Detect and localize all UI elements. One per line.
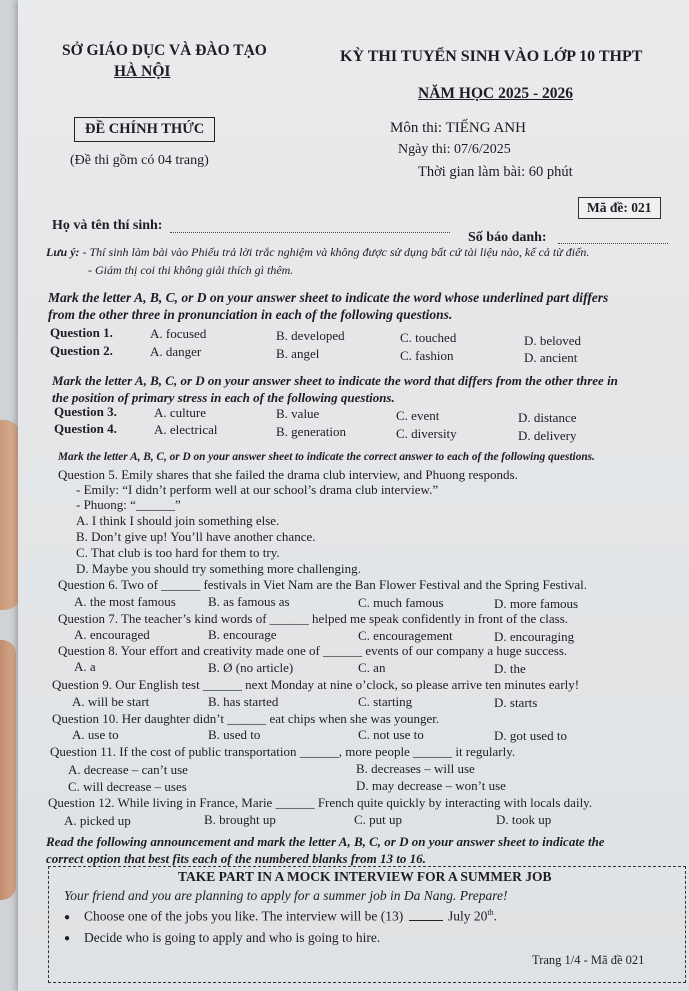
notes-line2: - Giám thị coi thi không giải thích gì thêm. [88,263,294,277]
q8-option-b: B. Ø (no article) [208,660,294,675]
q5-phuong: - Phuong: “______” [76,497,181,512]
q6-option-c: C. much famous [358,595,444,610]
duration: Thời gian làm bài: 60 phút [418,164,573,180]
q3-label: Question 3. [54,404,117,419]
q6-option-a: A. the most famous [74,594,176,609]
q1-option-b: B. developed [276,328,345,343]
section3-instruction: Mark the letter A, B, C, or D on your answer sheet to indicate the correct answer to each of the following questions. [58,451,595,463]
section4-instruction-2: correct option that best fits each of the numbered blanks from 13 to 16. [46,851,426,866]
q9-stem: Question 9. Our English test ______ next Monday at nine o’clock, so please arrive ten minutes early! [52,677,580,692]
section2-instruction-2: the position of primary stress in each of the following questions. [52,390,395,405]
finger-left-lower [0,640,16,900]
q4-option-d: D. delivery [518,428,577,443]
q11-stem: Question 11. If the cost of public transportation ______, more people ______ it regularly. [50,744,516,759]
announcement-bullet-2 [64,930,380,946]
bullet1-sup: th [487,908,494,917]
q9-option-b: B. has started [208,694,279,709]
q10-option-c: C. not use to [358,727,424,742]
q1-option-d: D. beloved [524,333,582,348]
q6-option-b: B. as famous as [208,594,290,609]
q2-label: Question 2. [50,343,113,358]
subject: Môn thi: TIẾNG ANH [390,120,526,136]
notes-line1 [46,245,589,260]
notes-label: Lưu ý: [46,245,80,259]
candidate-name-line [170,232,450,233]
q5-stem: Question 5. Emily shares that she failed the drama club interview, and Phuong responds. [58,467,518,482]
q12-option-b: B. brought up [204,812,276,827]
q3-option-c: C. event [396,408,440,423]
exam-date: Ngày thi: 07/6/2025 [398,142,511,157]
bullet1-period: . [493,908,497,924]
candidate-id-label: Số báo danh: [468,230,547,245]
q8-option-a: A. a [74,659,96,674]
q8-option-d: D. the [494,661,526,676]
q4-label: Question 4. [54,421,117,436]
q3-option-b: B. value [276,406,320,421]
q4-option-a: A. electrical [154,422,218,437]
dept-line1: SỞ GIÁO DỤC VÀ ĐÀO TẠO [62,42,267,59]
announcement-intro: Your friend and you are planning to apply for a summer job in Da Nang. Prepare! [64,888,508,903]
q7-option-c: C. encouragement [358,628,453,643]
bullet1-date: July 20 [448,908,488,924]
section1-instruction-1: Mark the letter A, B, C, or D on your answer sheet to indicate the word whose underlined part differs [48,290,609,305]
q8-stem: Question 8. Your effort and creativity made one of ______ events of our company a huge success. [58,643,568,658]
q1-option-a: A. focused [150,326,207,341]
notes-text1: - Thí sinh làm bài vào Phiếu trả lời trắc nghiệm và không được sử dụng bất cứ tài liệu nào, kể cả từ điển. [82,245,590,259]
q1-label: Question 1. [50,325,113,340]
q5-option-c: C. That club is too hard for them to try. [76,545,280,560]
bullet2-text: Decide who is going to apply and who is going to hire. [84,930,381,945]
q10-option-a: A. use to [72,727,119,742]
q7-option-b: B. encourage [208,627,277,642]
q12-stem: Question 12. While living in France, Marie ______ French quite quickly by interacting with locals daily. [48,795,593,810]
school-year: NĂM HỌC 2025 - 2026 [418,85,573,102]
q7-option-d: D. encouraging [494,629,575,644]
q10-option-d: D. got used to [494,728,567,743]
q11-option-d: D. may decrease – won’t use [356,778,506,793]
q4-option-b: B. generation [276,424,347,439]
page-count-note: (Đề thi gồm có 04 trang) [70,153,209,168]
q9-option-d: D. starts [494,695,538,710]
section1-instruction-2: from the other three in pronunciation in each of the following questions. [48,307,453,322]
q10-option-b: B. used to [208,727,261,742]
q3-option-d: D. distance [518,410,577,425]
q5-option-d: D. Maybe you should try something more challenging. [76,561,361,576]
exam-title: KỲ THI TUYỂN SINH VÀO LỚP 10 THPT [340,48,643,65]
q9-option-a: A. will be start [72,694,150,709]
dept-line2: HÀ NỘI [114,63,171,80]
q12-option-a: A. picked up [64,813,131,828]
q12-option-d: D. took up [496,812,552,827]
q7-stem: Question 7. The teacher’s kind words of ______ helped me speak confidently in front of the class. [58,611,569,626]
announcement-bullet-1 [64,908,497,925]
candidate-name-label: Họ và tên thí sinh: [52,218,163,233]
official-badge: ĐỀ CHÍNH THỨC [74,117,215,142]
blank-13 [409,910,443,921]
q4-option-c: C. diversity [396,426,457,441]
q6-option-d: D. more famous [494,596,579,611]
q2-option-b: B. angel [276,346,320,361]
announcement-title: TAKE PART IN A MOCK INTERVIEW FOR A SUMMER JOB [178,869,552,884]
q2-option-a: A. danger [150,344,202,359]
q10-stem: Question 10. Her daughter didn’t ______ eat chips when she was younger. [52,711,440,726]
q6-stem: Question 6. Two of ______ festivals in Viet Nam are the Ban Flower Festival and the Spring Festival. [58,577,587,592]
section2-instruction-1: Mark the letter A, B, C, or D on your answer sheet to indicate the word that differs from the other three in [52,373,618,388]
q2-option-d: D. ancient [524,350,578,365]
q12-option-c: C. put up [354,812,403,827]
page-footer: Trang 1/4 - Mã đề 021 [532,953,645,967]
q2-option-c: C. fashion [400,348,454,363]
q9-option-c: C. starting [358,694,413,709]
q5-emily: - Emily: “I didn’t perform well at our school’s drama club interview.” [76,482,439,497]
exam-code: Mã đề: 021 [578,197,661,219]
q3-option-a: A. culture [154,405,206,420]
q11-option-c: C. will decrease – uses [68,779,187,794]
bullet1-text: Choose one of the jobs you like. The interview will be (13) [84,908,404,924]
candidate-id-line [558,243,668,244]
q11-option-a: A. decrease – can’t use [68,762,188,777]
q1-option-c: C. touched [400,330,457,345]
section4-instruction-1: Read the following announcement and mark the letter A, B, C, or D on your answer sheet to indicate the [46,834,605,849]
q11-option-b: B. decreases – will use [356,761,475,776]
exam-paper [18,0,689,991]
q8-option-c: C. an [358,660,386,675]
q5-option-a: A. I think I should join something else. [76,513,280,528]
q7-option-a: A. encouraged [74,627,150,642]
q5-option-b: B. Don’t give up! You’ll have another chance. [76,529,316,544]
